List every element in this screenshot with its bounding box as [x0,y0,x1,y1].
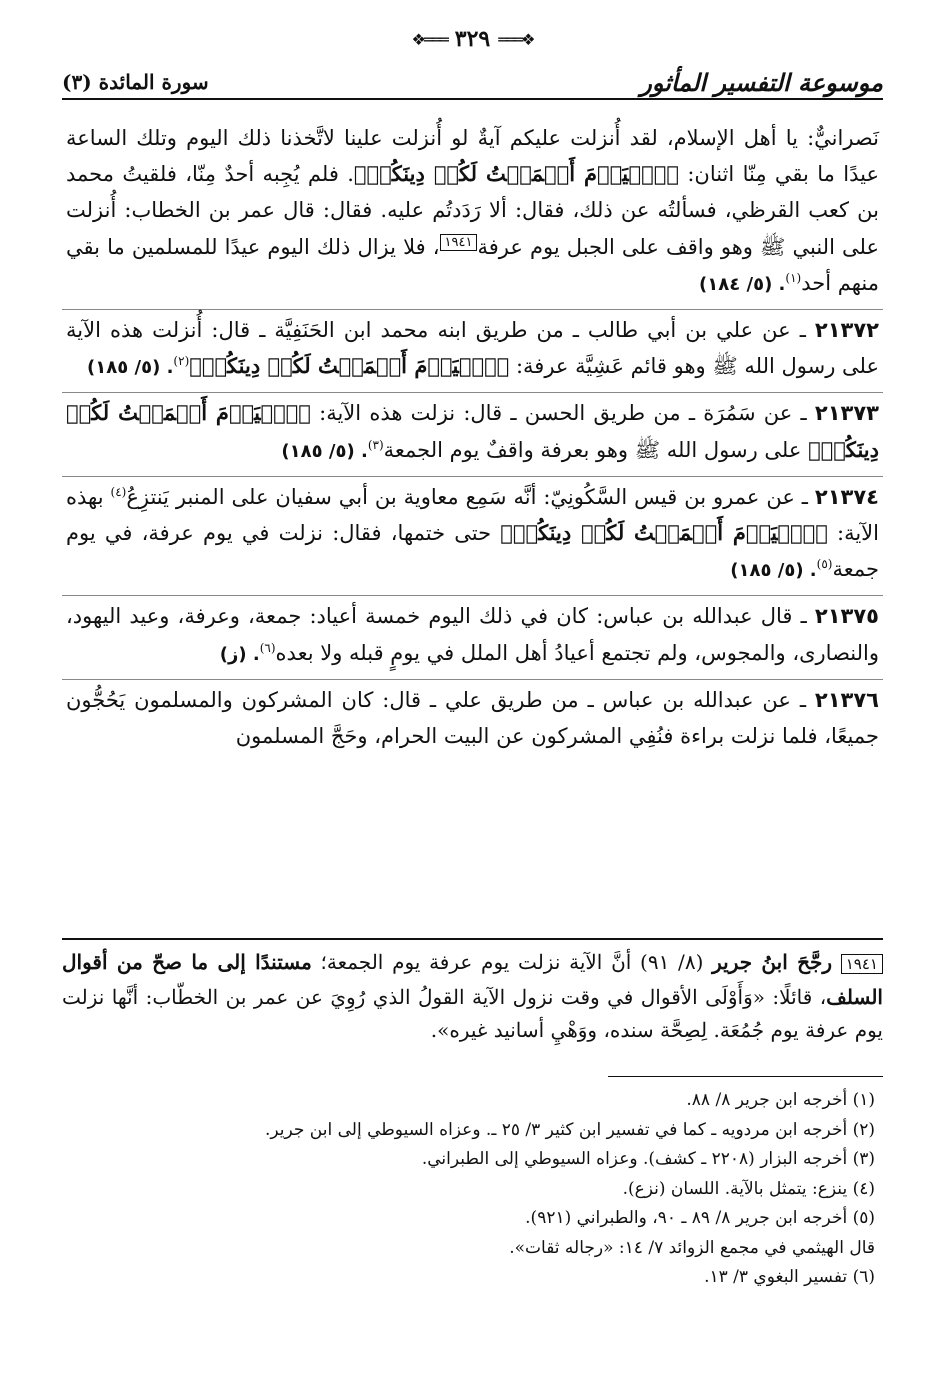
volume-reference: . (ز) [219,643,260,665]
entry-number: ٢١٣٧٥ [814,604,879,629]
footnote: (٥) أخرجه ابن جرير ٨/ ٨٩ ـ ٩٠، والطبراني (٩٢١). [525,1208,875,1228]
page-header [62,52,883,112]
page-number: ٣٢٩ [454,26,491,52]
ayah-quote: ﴿ٱلۡيَوۡمَ أَكۡمَلۡتُ لَكُمۡ دِينَكُمۡ﴾ [353,161,679,187]
book-title: موسوعة التفسير المأثور [640,67,883,97]
footnote-mark: (٣) [367,437,384,452]
commentary-mark: ١٩٤١ [440,234,478,251]
main-text [62,120,883,760]
page-number-block [412,26,534,52]
commentary-bold: مستندًا إلى ما صحّ من أقوال السلف [62,950,883,1009]
entry-number: ٢١٣٧٦ [814,687,879,712]
entry-number: ٢١٣٧٤ [814,484,879,509]
ayah-quote: ﴿ٱلۡيَوۡمَ أَكۡمَلۡتُ لَكُمۡ دِينَكُمۡ﴾ [189,353,510,379]
ornament-left-icon: ❖═══ [411,29,447,49]
footnote: (٦) تفسير البغوي ٣/ ١٣. [704,1267,875,1287]
footnote-mark: (٦) [259,640,276,655]
footnote-rule [608,1076,883,1077]
hadith-entry: ٢١٣٧٥ ـ قال عبدالله بن عباس: كان في ذلك اليوم خمسة أعياد: جمعة، وعرفة، وعيد اليهود، والنصارى، والمجوس، ولم تجتمع أعيادُ أهل الملل في يومٍ قبله ولا بعده$^{(٦)}$. (ز) [62,596,883,679]
footnote: (٣) أخرجه البزار (٢٢٠٨ ـ كشف). وعزاه السيوطي إلى الطبراني. [421,1149,875,1169]
commentary-bold: رجَّحَ ابنُ جرير [712,950,833,974]
footnote-mark: (٢) [173,354,190,369]
hadith-entry: ٢١٣٧٤ ـ عن عمرو بن قيس السَّكُونِيّ: أنَّه سَمِع معاوية بن أبي سفيان على المنبر يَنتزِعُ$^{(٤)}$ بهذه الآية: ﴿ٱلۡيَوۡمَ أَكۡمَلۡتُ لَكُمۡ دِينَكُمۡ﴾ حتى ختمها، فقال: نزلت في يوم عرفة، في يوم جمعة$^{(٥)}$. (٥/ ١٨٥) [62,477,883,597]
surah-title: سورة المائدة (٣) [62,70,209,94]
ornament-right-icon: ═══❖ [498,29,534,49]
volume-reference: . (٥/ ١٨٥) [730,560,817,582]
volume-reference: . (٥/ ١٨٤) [699,273,786,295]
header-rule [62,98,883,100]
footnote-mark: (٤) [110,484,127,499]
commentary-mark: ١٩٤١ [841,954,883,974]
footnote: قال الهيثمي في مجمع الزوائد ٧/ ١٤: «رجاله ثقات». [509,1237,875,1258]
footnote-mark: (٥) [816,557,833,572]
commentary-note: ١٩٤١ رجَّحَ ابنُ جرير (٨/ ٩١) أنَّ الآية نزلت يوم عرفة يوم الجمعة؛ مستندًا إلى ما صحّ من أقوال السلف، قائلًا: «وَأَوْلَى الأقوال في وقت نزول الآية القولُ الذي رُوِيَ عن عمر بن الخطّاب: أنَّها نزلت يوم عرفة يوم جُمُعَة. لِصِحَّة سنده، ووَهْيِ أسانيد غيره». [62,938,883,1047]
hadith-entry: ٢١٣٧٢ ـ عن علي بن أبي طالب ـ من طريق ابنه محمد ابن الحَنَفِيَّة ـ قال: أُنزلت هذه الآية على رسول الله ﷺ وهو قائم عَشِيَّة عرفة: ﴿ٱلۡيَوۡمَ أَكۡمَلۡتُ لَكُمۡ دِينَكُمۡ﴾$^{(٢)}$. (٥/ ١٨٥) [62,310,883,393]
continued-paragraph: نَصرانيٌّ: يا أهل الإسلام، لقد أُنزلت عليكم آيةٌ لو أُنزلت علينا لاتَّخذنا ذلك اليوم وتلك الساعة عيدًا ما بقي مِنّا اثنان: ﴿ٱلۡيَوۡمَ أَكۡمَلۡتُ لَكُمۡ دِينَكُمۡ﴾. فلم يُجِبه أحدٌ مِنّا، فلقيتُ محمد بن كعب القرظي، فسألتُه عن ذلك، فقال: ألا رَدَدتُم عليه. فقال: قال عمر بن الخطاب: أُنزلت على النبي ﷺ وهو واقف على الجبل يوم عرفة$^{١٩٤١}$، فلا يزال ذلك اليوم عيدًا للمسلمين ما بقي منهم أحد$^{(١)}$. (٥/ ١٨٤) [62,120,883,310]
footnote: (٤) ينزع: يتمثل بالآية. اللسان (نزع). [622,1178,875,1199]
footnotes [62,1086,883,1293]
footnote: (٢) أخرجه ابن مردويه ـ كما في تفسير ابن كثير ٣/ ٢٥ ـ. وعزاه السيوطي إلى ابن جرير. [265,1119,875,1140]
volume-reference: . (٥/ ١٨٥) [87,357,174,379]
hadith-entry: ٢١٣٧٦ ـ عن عبدالله بن عباس ـ من طريق علي ـ قال: كان المشركون والمسلمون يَحُجُّون جميعًا، فلما نزلت براءة فنُفِي المشركون عن البيت الحرام، وحَجَّ المسلمون [66,687,879,749]
volume-reference: . (٥/ ١٨٥) [281,440,368,462]
entry-number: ٢١٣٧٢ [814,318,879,343]
footnote-mark: (١) [785,270,802,285]
ayah-quote: ﴿ٱلۡيَوۡمَ أَكۡمَلۡتُ لَكُمۡ دِينَكُمۡ﴾ [66,400,879,462]
footnote: (١) أخرجه ابن جرير ٨/ ٨٨. [686,1090,875,1110]
hadith-entry: ٢١٣٧٣ ـ عن سَمُرَة ـ من طريق الحسن ـ قال: نزلت هذه الآية: ﴿ٱلۡيَوۡمَ أَكۡمَلۡتُ لَكُمۡ دِينَكُمۡ﴾ على رسول الله ﷺ وهو بعرفة واقفٌ يوم الجمعة$^{(٣)}$. (٥/ ١٨٥) [62,393,883,476]
entry-number: ٢١٣٧٣ [814,401,879,426]
ayah-quote: ﴿ٱلۡيَوۡمَ أَكۡمَلۡتُ لَكُمۡ دِينَكُمۡ﴾ [500,520,828,546]
